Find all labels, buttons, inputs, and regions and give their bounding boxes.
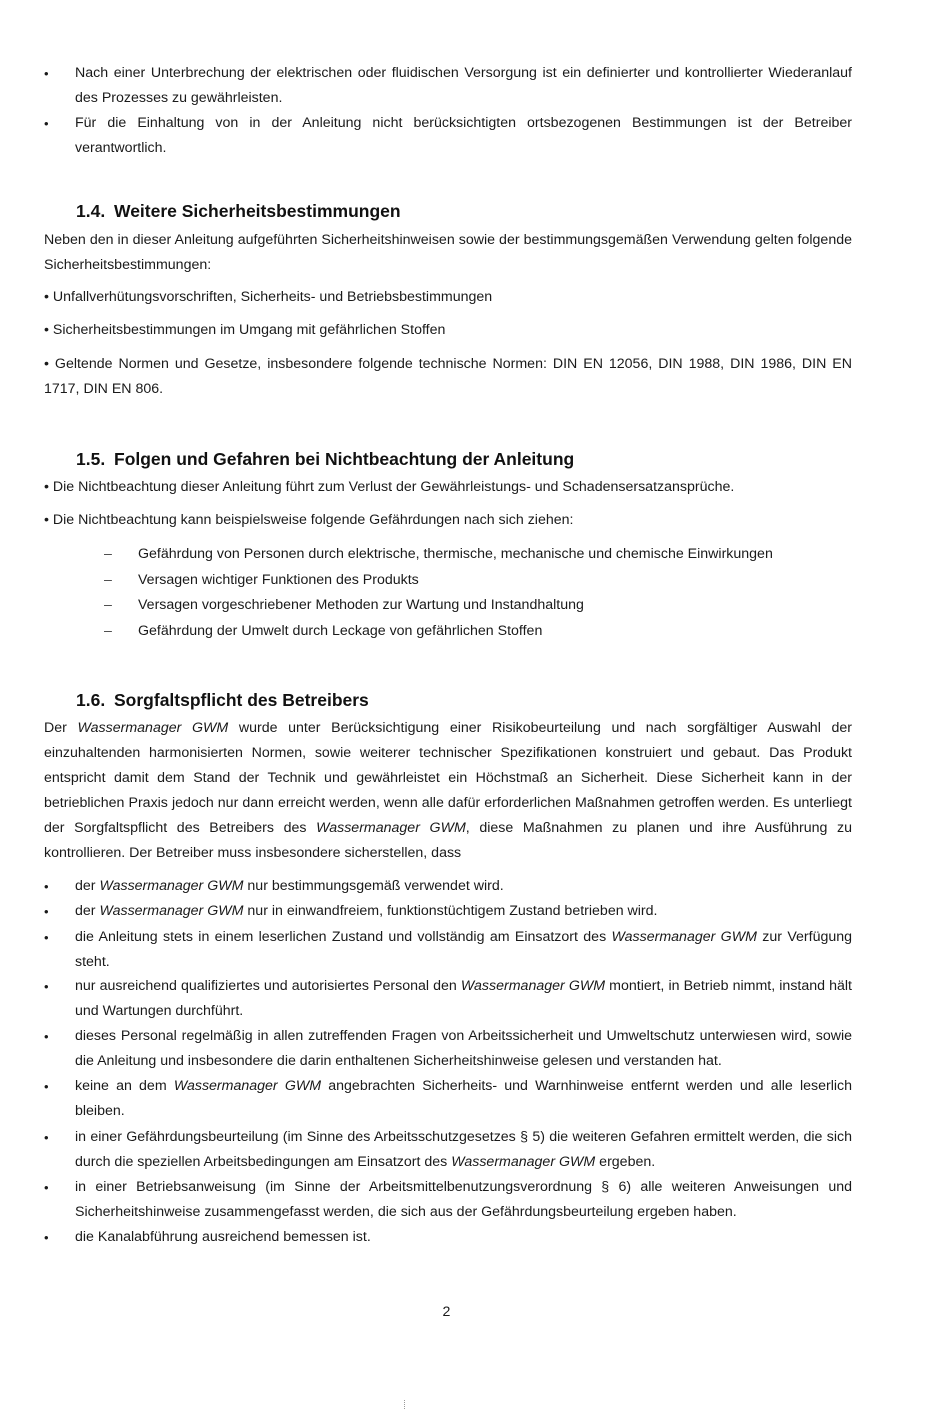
product-name: Wassermanager GWM xyxy=(99,878,244,894)
dash-list-item xyxy=(104,568,804,593)
dash-list-item-text: Gefährdung von Personen durch elektrische, thermische, mechanische und chemische Einwirkungen xyxy=(138,546,773,562)
section-title: Sorgfaltspflicht des Betreibers xyxy=(114,690,369,710)
dash-icon: – xyxy=(104,623,112,639)
text-span: zur Verfügung steht. xyxy=(75,929,853,970)
product-name: Wassermanager GWM xyxy=(451,1154,596,1170)
list-item-text xyxy=(75,974,852,1024)
list-item: • Die Nichtbeachtung kann beispielsweise folgende Gefährdungen nach sich ziehen: xyxy=(44,512,574,528)
dash-list-item-text: Versagen wichtiger Funktionen des Produkts xyxy=(138,572,419,588)
list-item: • Unfallverhütungsvorschriften, Sicherheits- und Betriebsbestimmungen xyxy=(44,289,493,305)
list-item xyxy=(44,1125,852,1175)
list-item-text: Für die Einhaltung von in der Anleitung nicht berücksichtigten ortsbezogenen Bestimmungen ist der Betreiber verantwortlich. xyxy=(75,115,852,156)
text-span: montiert, in Betrieb nimmt, instand hält und Wartungen durchführt. xyxy=(75,978,852,1019)
section-number: 1.4. xyxy=(76,201,106,221)
text-span: der xyxy=(75,878,100,894)
list-item: • Sicherheitsbestimmungen im Umgang mit gefährlichen Stoffen xyxy=(44,322,446,338)
bullet-icon: • xyxy=(44,1029,49,1044)
list-item: • Geltende Normen und Gesetze, insbesondere folgende technische Normen: DIN EN 12056, DIN 1988, DIN 1986, DIN EN 1717, DIN EN 806. xyxy=(44,356,852,397)
section-number: 1.5. xyxy=(76,449,106,469)
dash-list-item xyxy=(104,593,804,618)
text-span: in einer Gefährdungsbeurteilung (im Sinne des Arbeitsschutzgesetzes § 5) die weiteren Gefahren ermittelt werden, die sich durch die speziellen Arbeitsbedingungen am Einsatzort des xyxy=(75,1129,852,1170)
paragraph-text: Der xyxy=(44,720,78,736)
dash-list-item-text: Versagen vorgeschriebener Methoden zur Wartung und Instandhaltung xyxy=(138,597,584,613)
list-item xyxy=(44,1074,852,1124)
product-name: Wassermanager GWM xyxy=(173,1078,322,1094)
section-intro-paragraph: Neben den in dieser Anleitung aufgeführten Sicherheitshinweisen sowie der bestimmungsgemäßen Verwendung gelten folgende Sicherheitsbestimmungen: xyxy=(44,232,852,273)
bullet-icon: • xyxy=(44,904,49,919)
product-name: Wassermanager GWM xyxy=(77,720,229,736)
bullet-icon: • xyxy=(44,979,49,994)
dash-list-item-text: Gefährdung der Umwelt durch Leckage von gefährlichen Stoffen xyxy=(138,623,543,639)
list-item-text xyxy=(75,925,852,975)
bullet-icon: • xyxy=(44,66,49,81)
text-span: angebrachten Sicherheits- und Warnhinweise entfernt werden und alle leserlich bleiben. xyxy=(75,1078,853,1119)
section-heading-1-5 xyxy=(76,446,574,472)
list-item xyxy=(44,111,852,161)
list-item: • Die Nichtbeachtung dieser Anleitung führt zum Verlust der Gewährleistungs- und Schadensersatzansprüche. xyxy=(44,479,735,495)
list-item xyxy=(44,1024,852,1074)
text-span: nur ausreichend qualifiziertes und autorisiertes Personal den xyxy=(75,978,461,994)
bullet-icon: • xyxy=(44,1130,49,1145)
text-span: nur bestimmungsgemäß verwendet wird. xyxy=(243,878,504,894)
product-name: Wassermanager GWM xyxy=(99,903,244,919)
list-item xyxy=(44,61,852,111)
bullet-icon: • xyxy=(44,1079,49,1094)
dash-list-item xyxy=(104,542,804,567)
list-item xyxy=(44,1225,852,1250)
section-title: Folgen und Gefahren bei Nichtbeachtung der Anleitung xyxy=(114,449,575,469)
list-item xyxy=(44,899,852,924)
bullet-icon: • xyxy=(44,930,49,945)
dash-icon: – xyxy=(104,597,112,613)
list-item-text xyxy=(75,1074,852,1124)
bullet-icon: • xyxy=(44,1180,49,1195)
section-heading-1-6 xyxy=(76,687,369,713)
scan-mark xyxy=(404,1400,406,1409)
paragraph-text: , diese Maßnahmen zu planen und ihre Ausführung zu kontrollieren. Der Betreiber muss insbesondere sicherstellen, dass xyxy=(44,820,852,861)
text-span: keine an dem xyxy=(75,1078,174,1094)
text-span: ergeben. xyxy=(595,1154,656,1170)
product-name: Wassermanager GWM xyxy=(316,820,466,836)
list-item-text xyxy=(75,1125,852,1175)
list-item xyxy=(44,1175,852,1225)
list-item-text: dieses Personal regelmäßig in allen zutreffenden Fragen von Arbeitssicherheit und Umweltschutz unterwiesen wird, sowie die Anleitung und insbesondere die darin enthaltenen Sicherheitshinweise gelesen und verstanden hat. xyxy=(75,1028,852,1069)
list-item-text: in einer Betriebsanweisung (im Sinne der Arbeitsmittelbenutzungsverordnung § 6) alle weiteren Anweisungen und Sicherheitshinweise zusammengefasst werden, die sich aus der Gefährdungsbeurteilung ergeben haben. xyxy=(75,1179,852,1220)
product-name: Wassermanager GWM xyxy=(611,929,757,945)
page-number: 2 xyxy=(442,1304,451,1320)
text-span: die Anleitung stets in einem leserlichen Zustand und vollständig am Einsatzort des xyxy=(75,929,612,945)
product-name: Wassermanager GWM xyxy=(460,978,606,994)
list-item xyxy=(44,874,852,899)
section-heading-1-4 xyxy=(76,198,401,224)
list-item xyxy=(44,925,852,975)
list-item xyxy=(44,974,852,1024)
list-item-text: Nach einer Unterbrechung der elektrischen oder fluidischen Versorgung ist ein definierter und kontrollierter Wiederanlauf des Prozesses zu gewährleisten. xyxy=(75,65,852,106)
list-item-text xyxy=(75,874,852,899)
list-item-text xyxy=(75,899,852,924)
section-paragraph xyxy=(44,716,852,866)
dash-list-item xyxy=(104,619,804,644)
bullet-icon: • xyxy=(44,116,49,131)
text-span: nur in einwandfreiem, funktionstüchtigem Zustand betrieben wird. xyxy=(243,903,658,919)
paragraph-text: wurde unter Berücksichtigung einer Risikobeurteilung und nach sorgfältiger Auswahl der einzuhaltenden harmonisierten Normen, sowie weiterer technischer Spezifikationen konstruiert und gebaut. Das Produkt entspricht damit dem Stand der Technik und gewährleistet ein Höchstmaß an Sicherheit. Diese Sicherheit kann in der betrieblichen Praxis jedoch nur dann erreicht werden, wenn alle dafür erforderlichen Maßnahmen getroffen werden. Es unterliegt der Sorgfaltspflicht des Betreibers des xyxy=(44,720,852,836)
dash-icon: – xyxy=(104,546,112,562)
list-item-text: die Kanalabführung ausreichend bemessen ist. xyxy=(75,1229,371,1245)
bullet-icon: • xyxy=(44,1230,49,1245)
dash-icon: – xyxy=(104,572,112,588)
section-title: Weitere Sicherheitsbestimmungen xyxy=(114,201,401,221)
bullet-icon: • xyxy=(44,879,49,894)
text-span: der xyxy=(75,903,100,919)
section-number: 1.6. xyxy=(76,690,106,710)
